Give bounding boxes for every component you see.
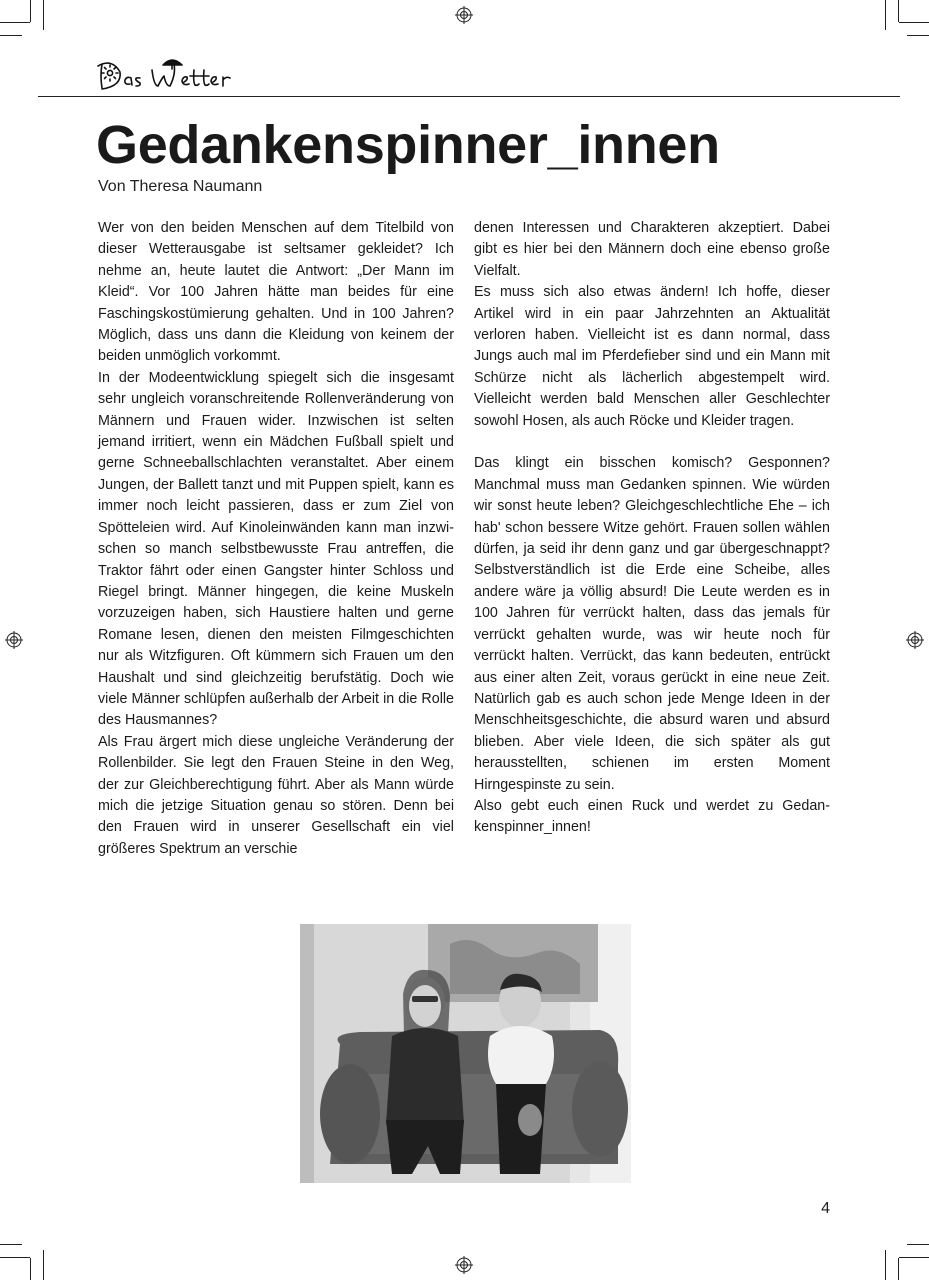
registration-mark-icon	[455, 6, 473, 24]
article-paragraph: Es muss sich also etwas ändern! Ich hoffe, dieser Artikel wird in ein paar Jahrzehnten an Aktualität verloren haben. Vielleicht ist es dann normal, dass Jungs auch mal im Pferdefieber sind und ein Mann mit Schürze nicht als lächerlich abgestempelt wird. Vielleicht werden bald Menschen aller Geschlechter sowohl Hosen, als auch Röcke und Kleider tragen.	[474, 284, 830, 429]
magazine-logo	[96, 52, 266, 94]
crop-mark	[43, 0, 44, 30]
crop-mark	[0, 1244, 22, 1245]
header-rule	[38, 96, 900, 97]
article-byline: Von Theresa Naumann	[98, 178, 263, 195]
crop-mark	[30, 0, 31, 22]
article-paragraph: Als Frau ärgert mich diese ungleiche Veränderung der Rollenbilder. Sie legt den Frauen Steine in den Weg, der zur Gleichberechtigung führt. Aber als Mann würde mich die jetzige Situation genau so stören. Denn bei den Frauen wird in unserer Gesellschaft ein viel größeres Spektrum an verschie	[98, 733, 454, 857]
crop-mark	[885, 1250, 886, 1280]
crop-mark	[898, 1258, 899, 1280]
crop-mark	[30, 1258, 31, 1280]
article-column-right	[474, 218, 830, 839]
article-paragraph: Das klingt ein bisschen komisch? Gesponnen? Manchmal muss man Gedanken spinnen. Wie würden wir sonst heute leben? Gleichgeschlechtliche Ehe – ich hab' schon bessere Witze gehört. Frauen sollen wählen dürfen, ja seid ihr denn ganz und gar übergeschnappt? Selbstverständlich ist die Erde eine Scheibe, alles andere wäre ja völlig absurd! Die Leute werden es in 100 Jahren für verrückt halten, dass das jemals für verrückt gehalten wurde, was wir heute noch für verrückt halten. Verrückt, das kann bedeuten, entrückt aus einer alten Zeit, voraus gerückt in eine neue Zeit. Natürlich gab es auch schon jede Menge Ideen in der Menschheitsgeschichte, die absurd waren und absurd blieben. Aber viele Ideen, die sich später als gut herausstellten, schienen im ersten Moment Hirngespinste zu sein.	[474, 455, 830, 793]
article-paragraph: Wer von den beiden Menschen auf dem Titelbild von dieser Wetterausgabe ist seltsamer gekleidet? Ich nehme an, heute lautet die Antwort: „Der Mann im Kleid“. Vor 100 Jahren hätte man beides für eine Faschingskostümierung gehalten. Und in 100 Jahren? Möglich, dass uns dann die Kleidung von keinem der beiden unmöglich vorkommt.	[98, 220, 454, 365]
crop-mark	[0, 22, 30, 23]
article-column-left	[98, 218, 454, 860]
article-paragraph: In der Modeentwicklung spiegelt sich die insgesamt sehr ungleich voranschreitende Rollenveränderung von Männern und Frauen wider. Inzwischen ist selten jemand irritiert, wenn ein Mädchen Fußball spielt und gerne Schneeballschlachten veranstaltet. Aber einem Jungen, der Ballett tanzt und mit Puppen spielt, kann es immer noch leicht passieren, dass er zum Ziel von Spötteleien wird. Auf Kinoleinwänden kann man inzwischen so manch selbstbewusste Frau antreffen, die Traktor fährt oder einen Gangster hinter Schloss und Riegel bringt. Männer hingegen, die keine Muskeln vorzuzeigen haben, sich Haustiere halten und gerne Romane lesen, dienen den meisten Filmgeschichten nur als Witzfiguren. Oft kümmern sich Frauen um den Haushalt und sind gleichzeitig berufstätig. Doch wie viele Männer schlüpfen außerhalb der Arbeit in die Rolle des Hausmannes?	[98, 369, 454, 729]
registration-mark-icon	[455, 1256, 473, 1274]
article-paragraph: denen Interessen und Charakteren akzeptiert. Dabei gibt es hier bei den Männern doch eine ebenso große Vielfalt.	[474, 220, 830, 279]
crop-mark	[0, 35, 22, 36]
crop-mark	[898, 0, 899, 22]
paragraph-gap	[474, 432, 830, 453]
page-number: 4	[821, 1200, 830, 1217]
crop-mark	[907, 1244, 929, 1245]
crop-mark	[899, 1257, 929, 1258]
crop-mark	[907, 35, 929, 36]
crop-mark	[0, 1257, 30, 1258]
article-photo	[300, 924, 631, 1183]
crop-mark	[899, 22, 929, 23]
crop-mark	[43, 1250, 44, 1280]
article-title: Gedankenspinner_innen	[96, 115, 720, 175]
article-paragraph: Also gebt euch einen Ruck und werdet zu Gedankenspinner_innen!	[474, 797, 830, 836]
registration-mark-icon	[5, 631, 23, 649]
registration-mark-icon	[906, 631, 924, 649]
crop-mark	[885, 0, 886, 30]
